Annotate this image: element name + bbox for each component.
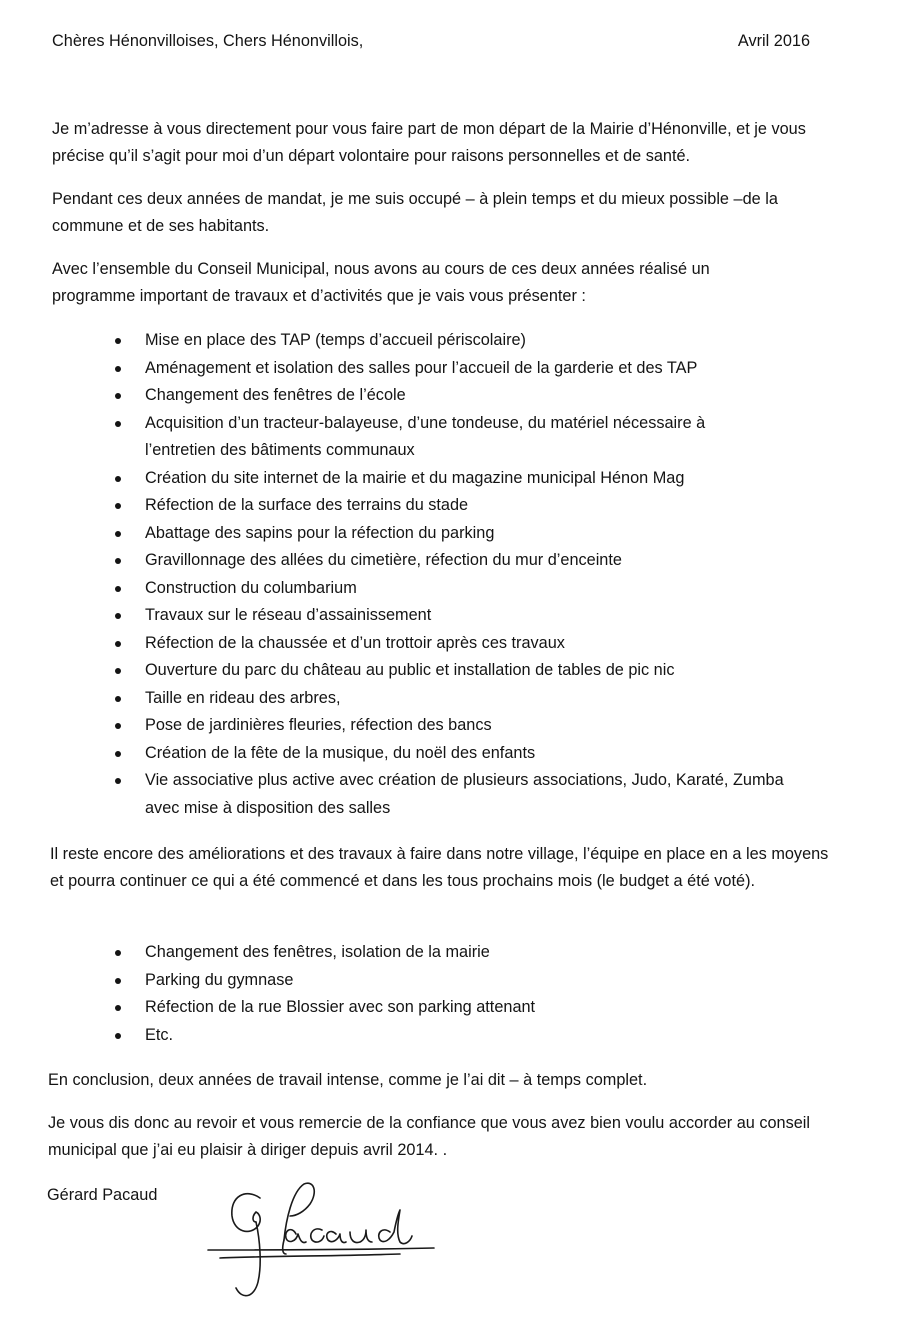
list-item: Taille en rideau des arbres, [115, 685, 825, 713]
bullet-icon [115, 503, 121, 509]
achievements-list [115, 327, 825, 822]
bullet-icon [115, 421, 121, 427]
bullet-icon [115, 751, 121, 757]
bullet-icon [115, 613, 121, 619]
bullet-icon [115, 393, 121, 399]
bullet-icon [115, 531, 121, 537]
signatory-name: Gérard Pacaud [47, 1186, 158, 1204]
bullet-icon [115, 950, 121, 956]
upcoming-list [115, 939, 815, 1049]
bullet-icon [115, 476, 121, 482]
bullet-icon [115, 641, 121, 647]
list-item: Construction du columbarium [115, 575, 825, 603]
list-item: Changement des fenêtres de l’école [115, 382, 825, 410]
handwritten-signature [200, 1170, 440, 1310]
list-item: Pose de jardinières fleuries, réfection des bancs [115, 712, 825, 740]
conclusion-paragraph: En conclusion, deux années de travail intense, comme je l’ai dit – à temps complet. [48, 1071, 648, 1089]
letter-date: Avril 2016 [737, 32, 810, 50]
list-item: Réfection de la chaussée et d’un trottoir après ces travaux [115, 630, 825, 658]
letter-header [52, 30, 810, 52]
bullet-icon [115, 366, 121, 372]
list-item: Parking du gymnase [115, 967, 815, 995]
bullet-icon [115, 778, 121, 784]
bullet-icon [115, 586, 121, 592]
list-item: Etc. [115, 1022, 815, 1050]
list-item: Ouverture du parc du château au public et installation de tables de pic nic [115, 657, 825, 685]
bullet-icon [115, 558, 121, 564]
bullet-icon [115, 668, 121, 674]
list-item: Création du site internet de la mairie et du magazine municipal Hénon Mag [115, 465, 825, 493]
bullet-icon [115, 1005, 121, 1011]
remaining-work-paragraph: Il reste encore des améliorations et des travaux à faire dans notre village, l’équipe en place en a les moyens et pourra continuer ce qui a été commencé et dans les tous prochains mois (le budget a été voté). [50, 845, 829, 890]
list-item: Acquisition d’un tracteur-balayeuse, d’une tondeuse, du matériel nécessaire à l’entretien des bâtiments communaux [115, 410, 825, 465]
bullet-icon [115, 696, 121, 702]
list-item: Changement des fenêtres, isolation de la mairie [115, 939, 815, 967]
list-item: Réfection de la surface des terrains du stade [115, 492, 825, 520]
list-item: Gravillonnage des allées du cimetière, réfection du mur d’enceinte [115, 547, 825, 575]
list-item: Vie associative plus active avec création de plusieurs associations, Judo, Karaté, Zumba avec mise à disposition des salles [115, 767, 825, 822]
mandate-paragraph: Pendant ces deux années de mandat, je me suis occupé – à plein temps et du mieux possible –de la commune et de ses habitants. [52, 190, 778, 235]
bullet-icon [115, 978, 121, 984]
bullet-icon [115, 723, 121, 729]
intro-paragraph: Je m’adresse à vous directement pour vous faire part de mon départ de la Mairie d’Hénonville, et je vous précise qu’il s’agit pour moi d’un départ volontaire pour raisons personnelles et de santé. [52, 120, 806, 165]
farewell-paragraph: Je vous dis donc au revoir et vous remercie de la confiance que vous avez bien voulu accorder au conseil municipal que j’ai eu plaisir à diriger depuis avril 2014. . [48, 1114, 811, 1159]
salutation: Chères Hénonvilloises, Chers Hénonvillois, [52, 32, 364, 50]
bullet-icon [115, 1033, 121, 1039]
list-item: Abattage des sapins pour la réfection du parking [115, 520, 825, 548]
list-item: Création de la fête de la musique, du noël des enfants [115, 740, 825, 768]
bullet-icon [115, 338, 121, 344]
list-item: Mise en place des TAP (temps d’accueil périscolaire) [115, 327, 825, 355]
program-paragraph: Avec l’ensemble du Conseil Municipal, nous avons au cours de ces deux années réalisé un programme important de travaux et d’activités que je vais vous présenter : [52, 260, 710, 305]
list-item: Aménagement et isolation des salles pour l’accueil de la garderie et des TAP [115, 355, 825, 383]
list-item: Réfection de la rue Blossier avec son parking attenant [115, 994, 815, 1022]
list-item: Travaux sur le réseau d’assainissement [115, 602, 825, 630]
